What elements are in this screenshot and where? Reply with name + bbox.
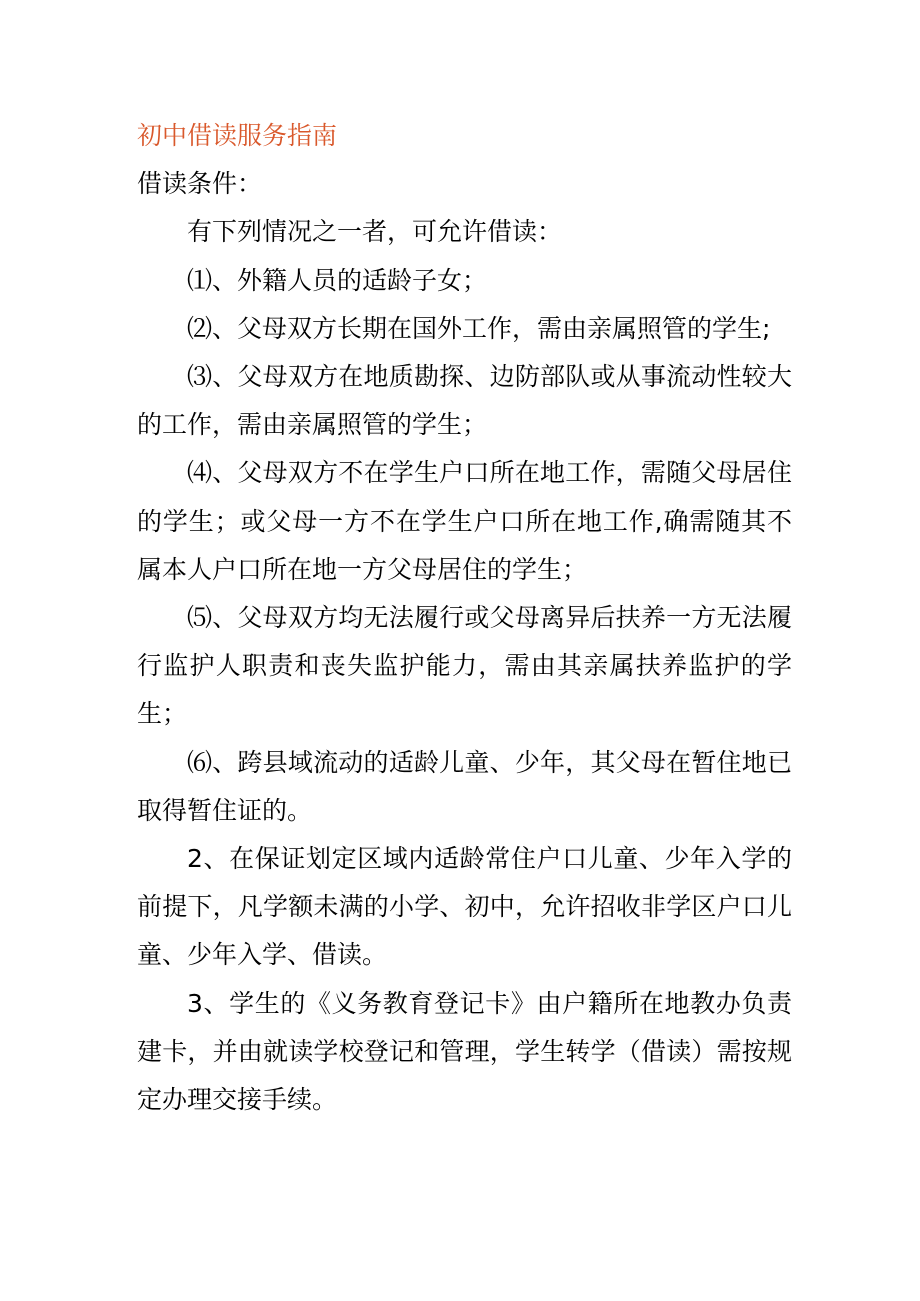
condition-item-4: ⑷、父母双方不在学生户口所在地工作，需随父母居住的学生；或父母一方不在学生户口所在地工作,确需随其不属本人户口所在地一方父母居住的学生； [137,458,792,584]
document-body [137,112,792,1124]
document-title: 初中借读服务指南 [137,121,338,150]
condition-item-6: ⑹、跨县域流动的适龄儿童、少年，其父母在暂住地已取得暂住证的。 [137,747,792,825]
condition-item-5: ⑸、父母双方均无法履行或父母离异后扶养一方无法履行监护人职责和丧失监护能力，需由其亲属扶养监护的学生； [137,603,792,729]
condition-item-2: ⑵、父母双方长期在国外工作，需由亲属照管的学生; [187,313,771,343]
point-3-paragraph: 3、学生的《义务教育登记卡》由户籍所在地教办负责建卡，并由就读学校登记和管理，学生转学（借读）需按规定办理交接手续。 [137,988,792,1115]
condition-item-3: ⑶、父母双方在地质勘探、边防部队或从事流动性较大的工作，需由亲属照管的学生； [137,362,792,440]
section-label-conditions: 借读条件： [137,169,263,199]
intro-paragraph: 有下列情况之一者，可允许借读： [187,217,563,247]
point-2-paragraph: 2、在保证划定区域内适龄常住户口儿童、少年入学的前提下，凡学额未满的小学、初中，允许招收非学区户口儿童、少年入学、借读。 [137,844,792,970]
condition-item-1: ⑴、外籍人员的适龄子女； [187,265,488,295]
